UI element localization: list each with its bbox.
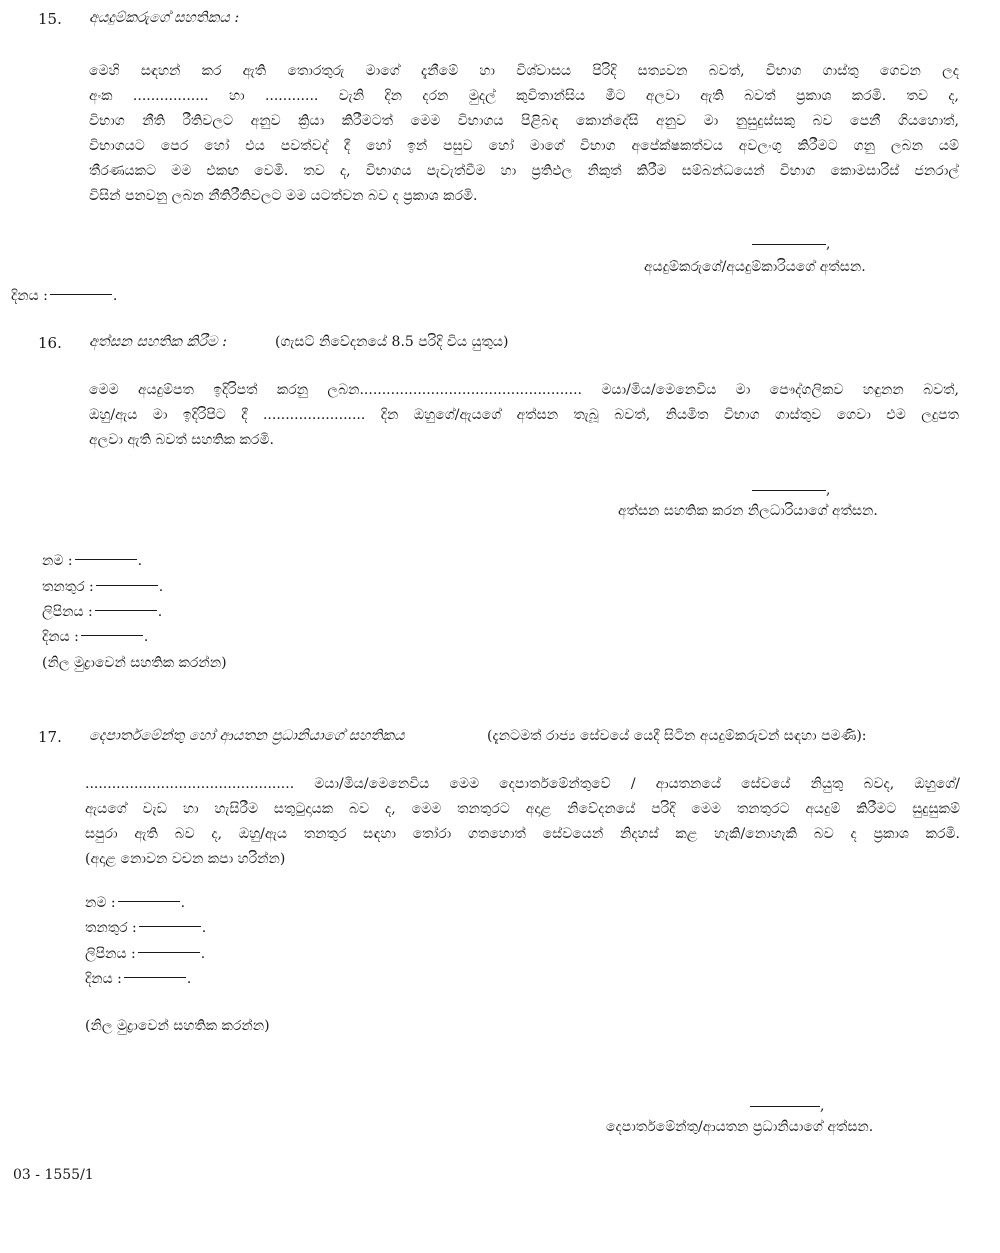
field-blank [124, 977, 186, 978]
paragraph-line: මෙහි සඳහන් කර ඇති තොරතුරු මාගේ දැනීමේ හා විශ්වාසය පිරිදි සත්‍යවන බවත්, විභාග ගාස්තු ගෙවන ලද [89, 63, 959, 79]
officer-designation-field: තනතුර : . [42, 579, 164, 595]
section-16-note: (ගැසට් නිවේදනයේ 8.5 පරිදි විය යුතුය) [275, 334, 509, 350]
field-label: ලිපිනය : [85, 946, 136, 962]
paragraph-line: සපුරා ඇති බව ද, ඔහු/ඇය තනතුර සඳහා තෝරා ගතහොත් සේවයෙන් නිදහස් කළ හැකි/නොහැකි බව ද ප්‍රකාශ කරමි. [85, 826, 960, 842]
field-label: දිනය : [42, 629, 79, 645]
head-address-field: ලිපිනය : . [85, 946, 206, 962]
applicant-signature-label: අයදුම්කරුගේ/අයදුම්කාරියගේ අත්සන. [644, 259, 866, 275]
field-blank [96, 585, 158, 586]
paragraph-line: විභාගයට පෙර හෝ එය පවත්වද් දී හෝ ඉන් පසුව හෝ මාගේ විභාග අපේක්ෂකත්වය අවලංගු කිරීමට ගනු ලබන යම් [89, 138, 959, 154]
paragraph-line: අලවා ඇති බවත් සහතික කරමි. [89, 432, 274, 448]
officer-name-field: නම : . [42, 553, 143, 569]
date-blank [50, 294, 112, 295]
officer-date-field: දිනය : . [42, 629, 149, 645]
field-label: නම : [42, 553, 73, 569]
head-stamp-note: (නිල මුද්‍රාවෙන් සහතික කරන්න) [85, 1018, 270, 1034]
paragraph-line: ............................................... මයා/මිය/මෙනෙවිය මෙම දෙපාර්තමේන්තුවේ / ආයතනයේ සේවයේ නියුතු බවද, ඔහුගේ/ [85, 776, 960, 792]
officer-stamp-note: (නිල මුද්‍රාවෙන් සහතික කරන්න) [42, 655, 227, 671]
field-label: තනතුර : [85, 920, 137, 936]
field-label: ලිපිනය : [42, 604, 93, 620]
field-label: දිනය : [85, 971, 122, 987]
officer-address-field: ලිපිනය : . [42, 604, 163, 620]
officer-signature-label: අත්සන සහතික කරන නිලධාරියාගේ අත්සන. [618, 503, 878, 519]
head-signature-label: දෙපාර්තමේන්තු/ආයතන ප්‍රධානියාගේ අත්සන. [606, 1119, 874, 1135]
date-label: දිනය : [11, 288, 48, 304]
section-17-certification [85, 772, 960, 872]
paragraph-line: මෙම අයදුම්පත ඉදිරිපත් කරනු ලබන.................................................. මයා/මිය/මෙනෙවිය මා පෞද්ගලිකව හඳුනන බවත්, [89, 382, 959, 398]
officer-signature-line [752, 490, 826, 491]
field-label: නම : [85, 895, 116, 911]
field-blank [81, 635, 143, 636]
section-17-title: දෙපාර්තමේන්තු හෝ ආයතන ප්‍රධානියාගේ සහතිකය [89, 728, 405, 744]
head-date-field: දිනය : . [85, 971, 192, 987]
field-blank [139, 926, 201, 927]
field-label: තනතුර : [42, 579, 94, 595]
head-designation-field: තනතුර : . [85, 920, 207, 936]
section-17-note: (දැනටමත් රාජ්‍ය සේවයේ යෙදී සිටින අයදුම්කරුවන් සඳහා පමණි): [487, 728, 867, 744]
applicant-date-field: දිනය : . [11, 288, 118, 304]
signature-comma: , [826, 482, 831, 498]
paragraph-line: (අදාළ නොවන වචන කපා හරින්න) [85, 851, 286, 867]
section-15-number: 15. [38, 10, 62, 28]
field-blank [75, 559, 137, 560]
field-blank [138, 952, 200, 953]
head-name-field: නම : . [85, 895, 186, 911]
paragraph-line: ඔහු/ඇය මා ඉදිරිපිට දී ....................... දින ඔහුගේ/ඇයගේ අත්සන තැබූ බවත්, නියමිත විභාග ගාස්තුව ගෙවා එම ලදුපත [89, 407, 959, 423]
section-15-title: අයදුම්කරුගේ සහතිකය : [89, 10, 240, 26]
section-15-declaration [89, 59, 959, 209]
page-code: 03 - 1555/1 [13, 1167, 94, 1183]
section-17-number: 17. [38, 728, 62, 746]
paragraph-line: තීරණයකට මම එකඟ වෙමි. තව ද, විභාගය පැවැත්වීම හා ප්‍රතිඵල නිකුත් කිරීම සම්බන්ධයෙන් විභාග කොමසාරිස් ජනරාල් [89, 163, 959, 179]
paragraph-line: විසින් පනවනු ලබන නීතිරීතිවලට මම යටත්වන බව ද ප්‍රකාශ කරමි. [89, 188, 478, 204]
signature-comma: , [826, 236, 831, 252]
signature-comma: , [820, 1098, 825, 1114]
field-blank [118, 901, 180, 902]
field-blank [95, 610, 157, 611]
paragraph-line: ඇයගේ වැඩ හා හැසිරීම සතුටුදායක බව ද, මෙම තනතුරට අදාළ නිවේදනයේ පරිදි මෙම තනතුරට අයදුම් කිරීමට සුදුසුකම් [85, 801, 960, 817]
section-16-number: 16. [38, 334, 62, 352]
paragraph-line: විභාග නීති රීතිවලට අනුව ක්‍රියා කිරීමටත් මෙම විභාගය පිළිබඳ කොන්දේසි අනුව මා නුසුදුස්සකු බව පෙනී ගියහොත්, [89, 113, 959, 129]
section-16-certification [89, 378, 959, 453]
section-16-title: අත්සන සහතික කිරීම : [89, 334, 227, 350]
applicant-signature-line [752, 244, 826, 245]
head-signature-line [750, 1106, 820, 1107]
paragraph-line: අංක ................. හා ............ වැනි දින දරන මුදල් කුවිතාන්සිය මීට අලවා ඇති බවත් ප්‍රකාශ කරමි. තව ද, [89, 88, 959, 104]
